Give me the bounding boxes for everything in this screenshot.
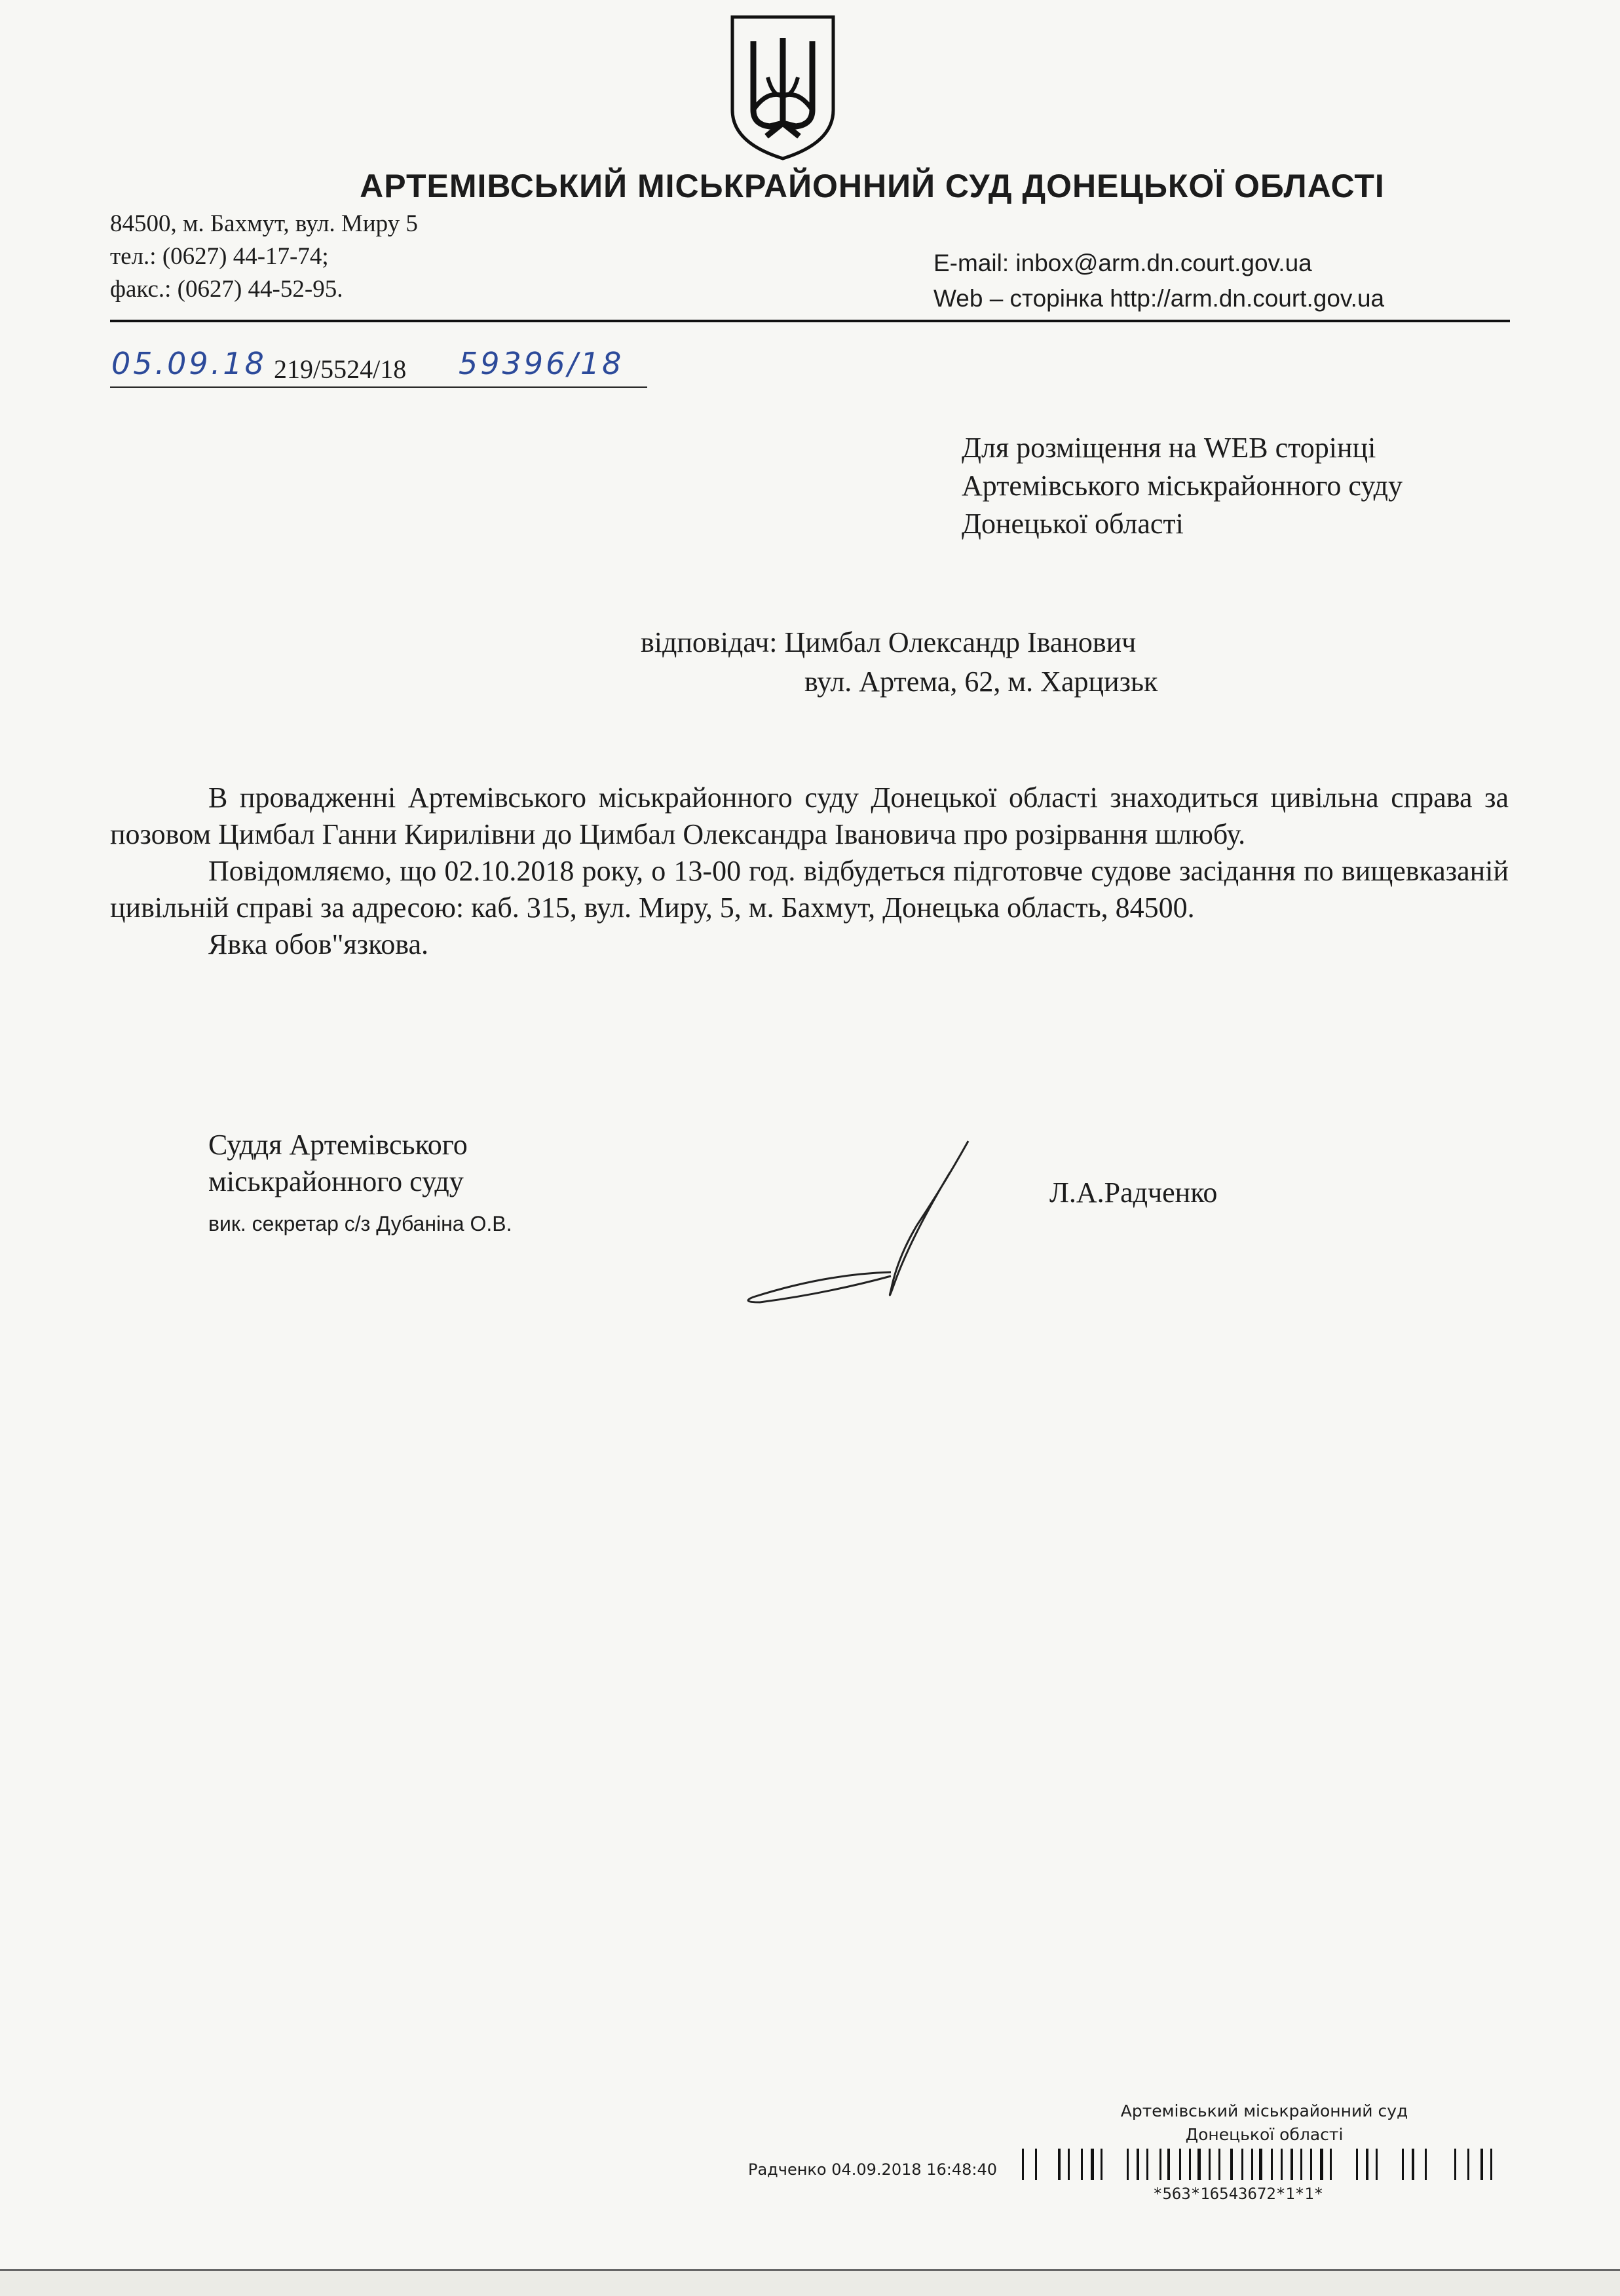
incoming-number: 59396/18 <box>459 346 624 381</box>
court-phone: тел.: (0627) 44-17-74; <box>110 243 329 270</box>
stamp-court-line1: Артемівський міськрайонний суд <box>1120 2101 1408 2120</box>
paragraph-1: В провадженні Артемівського міськрайонного суду Донецької області знаходиться цивільна справа за позовом Цимбал Ганни Кирилівни до Цимбал Олександра Івановича про розірвання шлюбу. <box>110 781 1509 850</box>
letter-body <box>110 780 1509 963</box>
judge-name: Л.А.Радченко <box>1049 1176 1218 1209</box>
case-underline <box>274 386 647 388</box>
addressee-line3: Донецької області <box>962 508 1184 540</box>
judge-title-line2: міськрайонного суду <box>208 1165 464 1197</box>
stamp-user-datetime: Радченко 04.09.2018 16:48:40 <box>748 2160 998 2179</box>
header-divider <box>110 320 1510 322</box>
page-bottom-edge <box>0 2269 1620 2296</box>
judge-title-line1: Суддя Артемівського <box>208 1129 468 1161</box>
court-web: Web – сторінка http://arm.dn.court.gov.ua <box>933 285 1385 312</box>
registration-date: 05.09.18 <box>111 346 267 381</box>
barcode <box>1022 2149 1494 2180</box>
date-underline <box>110 386 274 388</box>
court-name: АРТЕМІВСЬКИЙ МІСЬКРАЙОННИЙ СУД ДОНЕЦЬКОЇ ОБЛАСТІ <box>360 168 1385 204</box>
addressee-block <box>962 429 1403 543</box>
paragraph-2: Повідомляємо, що 02.10.2018 року, о 13-00 год. відбудеться підготовче судове засідання по вищевказаній цивільній справі за адресою: каб. 315, вул. Миру, 5, м. Бахмут, Донецька область, 84500. <box>110 855 1509 924</box>
respondent-address: вул. Артема, 62, м. Харцизьк <box>804 666 1158 698</box>
court-fax: факс.: (0627) 44-52-95. <box>110 276 343 303</box>
stamp-court-line2: Донецької області <box>1185 2125 1344 2144</box>
court-stamp <box>1114 2099 1415 2147</box>
addressee-line2: Артемівського міськрайонного суду <box>962 470 1403 502</box>
case-number: 219/5524/18 <box>274 354 407 384</box>
contact-left <box>110 208 418 306</box>
paragraph-3: Явка обов"язкова. <box>208 928 428 960</box>
court-address: 84500, м. Бахмут, вул. Миру 5 <box>110 210 418 237</box>
barcode-number: *563*16543672*1*1* <box>1153 2185 1324 2203</box>
secretary-line: вик. секретар с/з Дубаніна О.В. <box>208 1212 512 1235</box>
respondent-name: відповідач: Цимбал Олександр Іванович <box>641 626 1137 658</box>
coat-of-arms-icon <box>727 12 838 162</box>
handwritten-signature <box>727 1133 1002 1310</box>
contact-right <box>933 246 1384 316</box>
judge-title <box>208 1127 468 1200</box>
addressee-line1: Для розміщення на WEB сторінці <box>962 432 1376 464</box>
court-email: E-mail: inbox@arm.dn.court.gov.ua <box>933 250 1312 276</box>
